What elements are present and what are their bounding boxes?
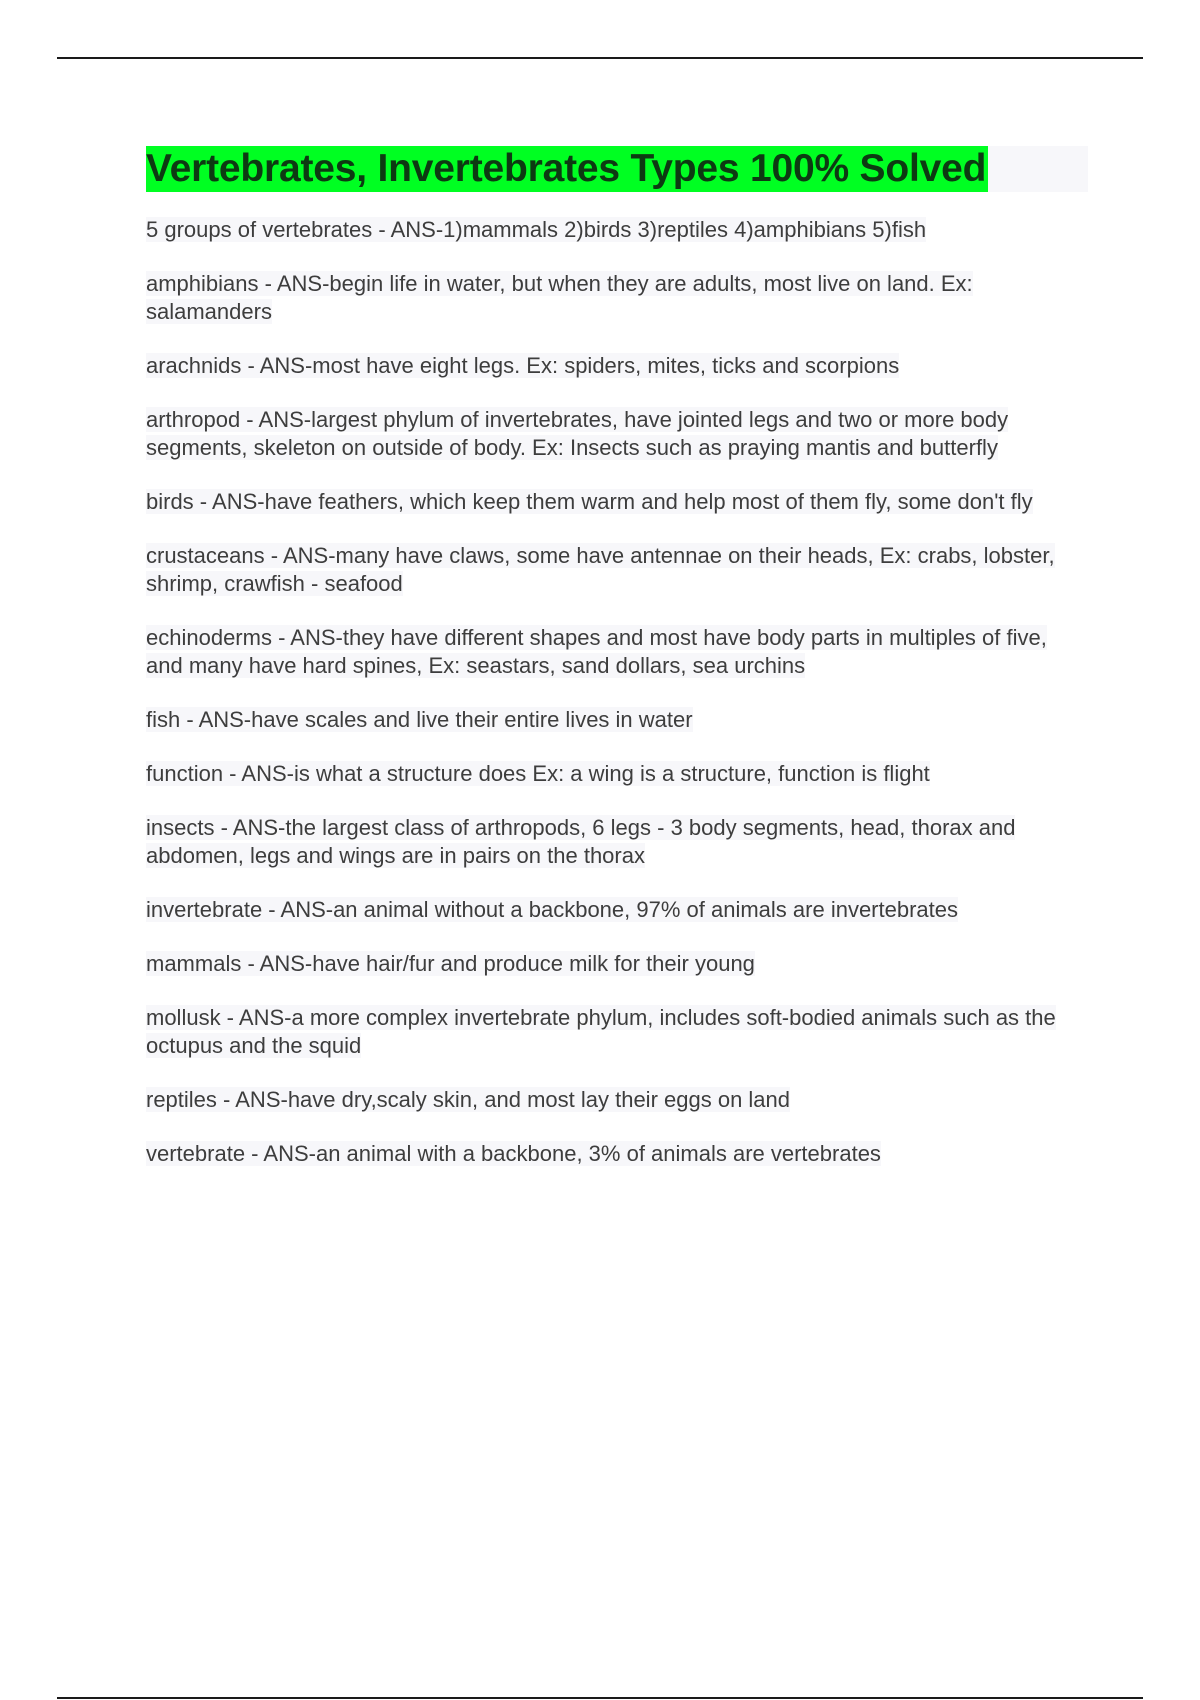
- list-item: [146, 950, 1088, 978]
- entry-list: [146, 216, 1088, 1168]
- list-item: [146, 896, 1088, 924]
- list-item: [146, 542, 1088, 598]
- list-item: [146, 352, 1088, 380]
- entry-text: mammals - ANS-have hair/fur and produce milk for their young: [146, 951, 755, 976]
- list-item: [146, 488, 1088, 516]
- list-item: [146, 1086, 1088, 1114]
- entry-text: arachnids - ANS-most have eight legs. Ex: spiders, mites, ticks and scorpions: [146, 353, 900, 378]
- list-item: [146, 706, 1088, 734]
- title-row: [146, 146, 1088, 192]
- list-item: [146, 216, 1088, 244]
- entry-text: echinoderms - ANS-they have different shapes and most have body parts in multiples of five, and many have hard spines, Ex: seastars, sand dollars, sea urchins: [146, 625, 1047, 678]
- list-item: [146, 1004, 1088, 1060]
- list-item: [146, 814, 1088, 870]
- entry-text: fish - ANS-have scales and live their entire lives in water: [146, 707, 693, 732]
- list-item: [146, 760, 1088, 788]
- entry-text: invertebrate - ANS-an animal without a backbone, 97% of animals are invertebrates: [146, 897, 958, 922]
- entry-text: arthropod - ANS-largest phylum of invertebrates, have jointed legs and two or more body segments, skeleton on outside of body. Ex: Insects such as praying mantis and butterfly: [146, 407, 1009, 460]
- entry-text: birds - ANS-have feathers, which keep them warm and help most of them fly, some don't fly: [146, 489, 1033, 514]
- entry-text: reptiles - ANS-have dry,scaly skin, and most lay their eggs on land: [146, 1087, 791, 1112]
- entry-text: vertebrate - ANS-an animal with a backbone, 3% of animals are vertebrates: [146, 1141, 881, 1166]
- list-item: [146, 624, 1088, 680]
- document-body: [146, 146, 1088, 1194]
- entry-text: function - ANS-is what a structure does Ex: a wing is a structure, function is flight: [146, 761, 930, 786]
- entry-text: amphibians - ANS-begin life in water, but when they are adults, most live on land. Ex: salamanders: [146, 271, 973, 324]
- header-rule: [57, 57, 1143, 59]
- list-item: [146, 1140, 1088, 1168]
- entry-text: crustaceans - ANS-many have claws, some have antennae on their heads, Ex: crabs, lobster, shrimp, crawfish - seafood: [146, 543, 1055, 596]
- footer-rule: [57, 1697, 1143, 1699]
- list-item: [146, 270, 1088, 326]
- entry-text: 5 groups of vertebrates - ANS-1)mammals 2)birds 3)reptiles 4)amphibians 5)fish: [146, 217, 927, 242]
- entry-text: insects - ANS-the largest class of arthropods, 6 legs - 3 body segments, head, thorax and abdomen, legs and wings are in pairs on the thorax: [146, 815, 1016, 868]
- entry-text: mollusk - ANS-a more complex invertebrate phylum, includes soft-bodied animals such as the octupus and the squid: [146, 1005, 1056, 1058]
- document-title: Vertebrates, Invertebrates Types 100% Solved: [146, 147, 987, 190]
- list-item: [146, 406, 1088, 462]
